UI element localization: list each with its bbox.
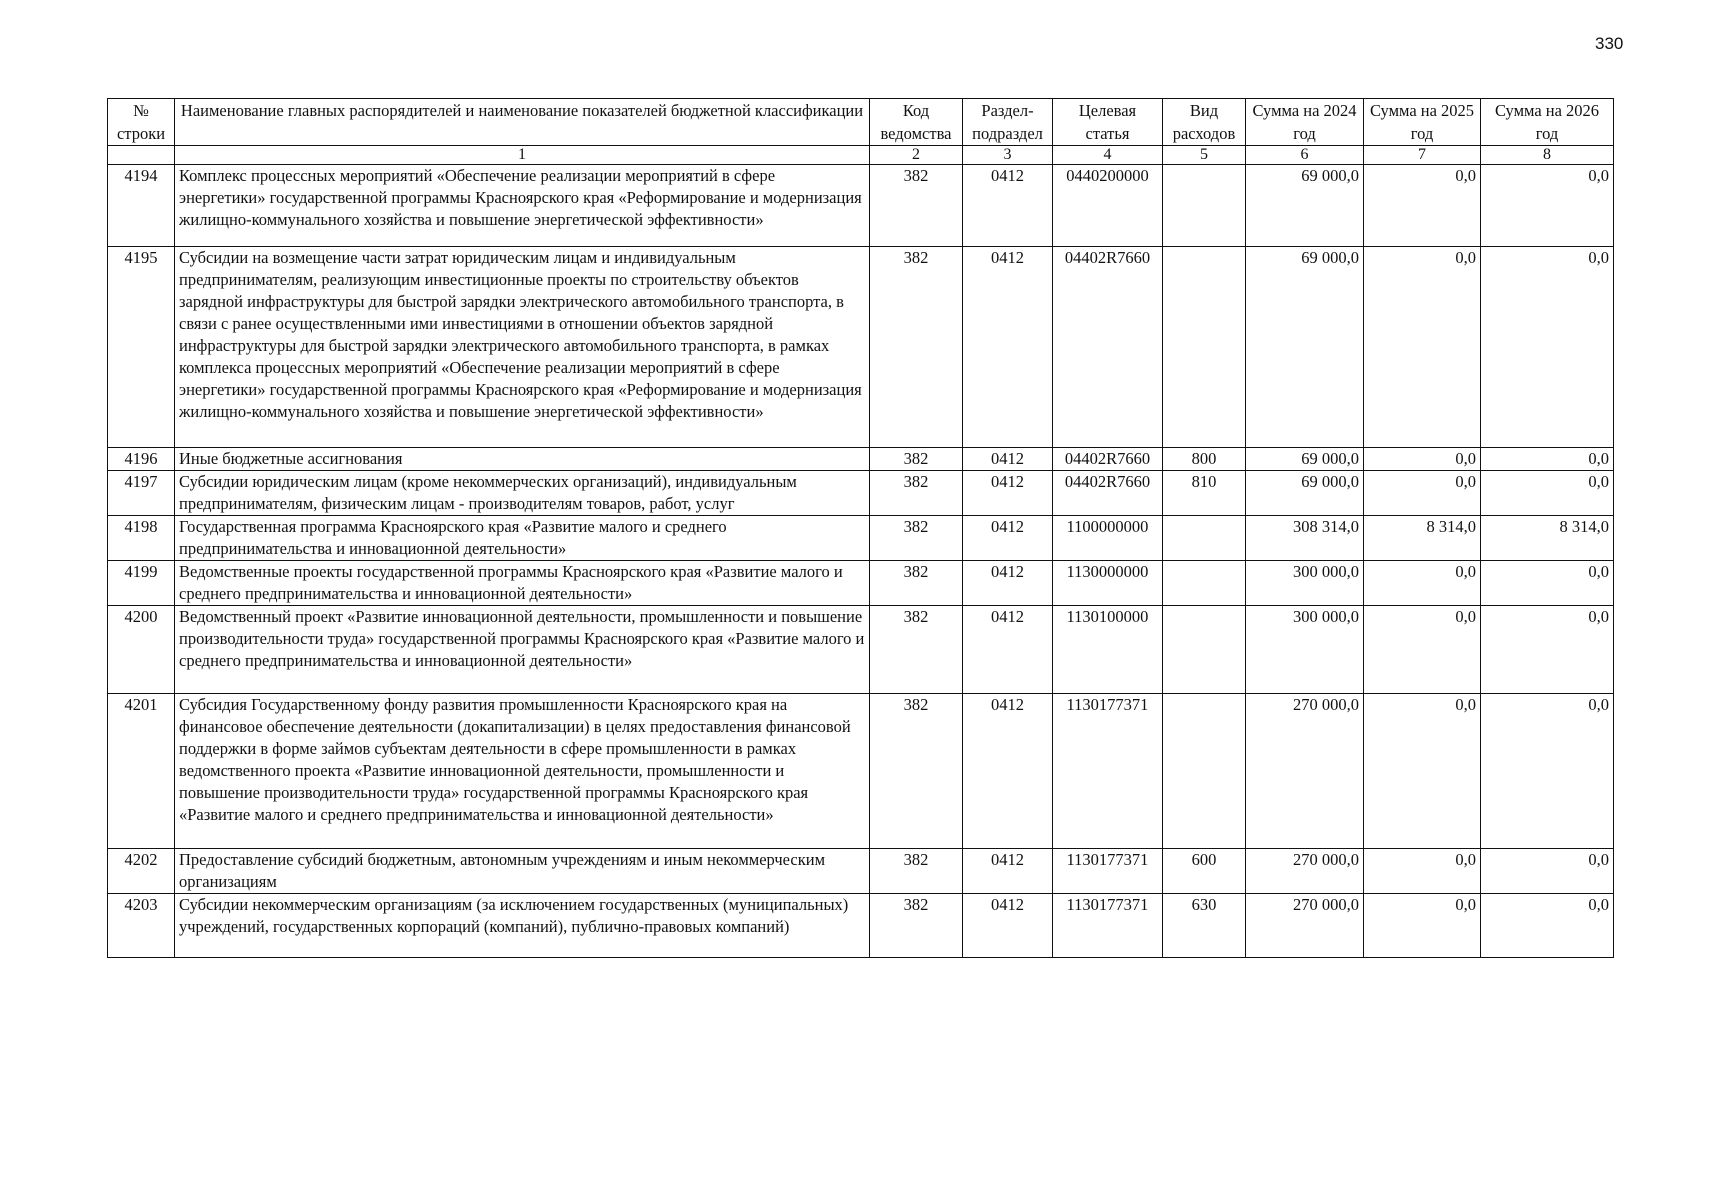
row-number: 4203 bbox=[108, 894, 175, 958]
row-department-code: 382 bbox=[870, 894, 963, 958]
row-expense-type bbox=[1163, 165, 1246, 247]
row-expense-type: 630 bbox=[1163, 894, 1246, 958]
table-row bbox=[108, 247, 1614, 448]
row-sum-2026: 0,0 bbox=[1481, 471, 1614, 516]
table-row bbox=[108, 849, 1614, 894]
header-sum-2026: Сумма на 2026 год bbox=[1481, 99, 1614, 146]
row-sum-2024: 69 000,0 bbox=[1246, 448, 1364, 471]
row-sum-2025: 0,0 bbox=[1364, 165, 1481, 247]
table-row bbox=[108, 516, 1614, 561]
row-section: 0412 bbox=[963, 471, 1053, 516]
table-row bbox=[108, 448, 1614, 471]
column-number-row bbox=[108, 146, 1614, 165]
row-number: 4196 bbox=[108, 448, 175, 471]
row-expense-type: 600 bbox=[1163, 849, 1246, 894]
row-sum-2024: 270 000,0 bbox=[1246, 894, 1364, 958]
row-sum-2026: 0,0 bbox=[1481, 606, 1614, 694]
row-expense-type: 800 bbox=[1163, 448, 1246, 471]
row-expense-type bbox=[1163, 606, 1246, 694]
row-section: 0412 bbox=[963, 894, 1053, 958]
row-expense-type bbox=[1163, 247, 1246, 448]
row-expense-type bbox=[1163, 561, 1246, 606]
row-name: Ведомственный проект «Развитие инновационной деятельности, промышленности и повышение производительности труда» государственной программы Красноярского края «Развитие малого и среднего предпринимательства и инновационной деятельности» bbox=[175, 606, 870, 694]
row-name: Ведомственные проекты государственной программы Красноярского края «Развитие малого и среднего предпринимательства и инновационной деятельности» bbox=[175, 561, 870, 606]
row-target-article: 04402R7660 bbox=[1053, 247, 1163, 448]
row-sum-2026: 0,0 bbox=[1481, 694, 1614, 849]
row-target-article: 1100000000 bbox=[1053, 516, 1163, 561]
row-sum-2024: 308 314,0 bbox=[1246, 516, 1364, 561]
row-sum-2025: 0,0 bbox=[1364, 694, 1481, 849]
row-department-code: 382 bbox=[870, 471, 963, 516]
row-sum-2026: 0,0 bbox=[1481, 247, 1614, 448]
row-sum-2025: 8 314,0 bbox=[1364, 516, 1481, 561]
row-expense-type bbox=[1163, 516, 1246, 561]
row-section: 0412 bbox=[963, 694, 1053, 849]
row-name: Государственная программа Красноярского края «Развитие малого и среднего предпринимательства и инновационной деятельности» bbox=[175, 516, 870, 561]
row-target-article: 04402R7660 bbox=[1053, 471, 1163, 516]
row-target-article: 04402R7660 bbox=[1053, 448, 1163, 471]
header-section: Раздел-подраздел bbox=[963, 99, 1053, 146]
budget-table bbox=[107, 98, 1614, 958]
column-number: 6 bbox=[1246, 146, 1364, 165]
row-department-code: 382 bbox=[870, 448, 963, 471]
row-name: Субсидии на возмещение части затрат юридическим лицам и индивидуальным предпринимателям, реализующим инвестиционные проекты по строительству объектов зарядной инфраструктуры для быстрой зарядки электрического автомобильного транспорта, в связи с ранее осуществленными ими инвестициями в отношении объектов зарядной инфраструктуры для быстрой зарядки электрического автомобильного транспорта, в рамках комплекса процессных мероприятий «Обеспечение реализации мероприятий в сфере энергетики» государственной программы Красноярского края «Реформирование и модернизация жилищно-коммунального хозяйства и повышение энергетической эффективности» bbox=[175, 247, 870, 448]
row-name: Субсидии некоммерческим организациям (за исключением государственных (муниципальных) учреждений, государственных корпораций (компаний), публично-правовых компаний) bbox=[175, 894, 870, 958]
row-number: 4202 bbox=[108, 849, 175, 894]
header-row bbox=[108, 99, 1614, 146]
row-section: 0412 bbox=[963, 606, 1053, 694]
header-name: Наименование главных распорядителей и наименование показателей бюджетной классификации bbox=[175, 99, 870, 146]
row-target-article: 1130177371 bbox=[1053, 849, 1163, 894]
row-sum-2026: 0,0 bbox=[1481, 165, 1614, 247]
row-target-article: 1130000000 bbox=[1053, 561, 1163, 606]
row-number: 4201 bbox=[108, 694, 175, 849]
row-sum-2025: 0,0 bbox=[1364, 894, 1481, 958]
row-sum-2026: 0,0 bbox=[1481, 849, 1614, 894]
row-sum-2026: 8 314,0 bbox=[1481, 516, 1614, 561]
row-number: 4198 bbox=[108, 516, 175, 561]
row-target-article: 1130177371 bbox=[1053, 694, 1163, 849]
column-number-blank bbox=[108, 146, 175, 165]
row-section: 0412 bbox=[963, 448, 1053, 471]
row-name: Комплекс процессных мероприятий «Обеспечение реализации мероприятий в сфере энергетики» государственной программы Красноярского края «Реформирование и модернизация жилищно-коммунального хозяйства и повышение энергетической эффективности» bbox=[175, 165, 870, 247]
row-target-article: 0440200000 bbox=[1053, 165, 1163, 247]
row-sum-2025: 0,0 bbox=[1364, 561, 1481, 606]
row-department-code: 382 bbox=[870, 516, 963, 561]
row-expense-type: 810 bbox=[1163, 471, 1246, 516]
header-row-number: № строки bbox=[108, 99, 175, 146]
row-sum-2025: 0,0 bbox=[1364, 247, 1481, 448]
row-sum-2025: 0,0 bbox=[1364, 849, 1481, 894]
row-name: Субсидия Государственному фонду развития промышленности Красноярского края на финансовое обеспечение деятельности (докапитализации) в целях предоставления финансовой поддержки в форме займов субъектам деятельности в сфере промышленности в рамках ведомственного проекта «Развитие инновационной деятельности, промышленности и повышение производительности труда» государственной программы Красноярского края «Развитие малого и среднего предпринимательства и инновационной деятельности» bbox=[175, 694, 870, 849]
row-sum-2025: 0,0 bbox=[1364, 606, 1481, 694]
header-expense-type: Вид расходов bbox=[1163, 99, 1246, 146]
row-number: 4197 bbox=[108, 471, 175, 516]
column-number: 3 bbox=[963, 146, 1053, 165]
header-sum-2025: Сумма на 2025 год bbox=[1364, 99, 1481, 146]
row-section: 0412 bbox=[963, 561, 1053, 606]
row-sum-2024: 270 000,0 bbox=[1246, 849, 1364, 894]
row-department-code: 382 bbox=[870, 165, 963, 247]
column-number: 4 bbox=[1053, 146, 1163, 165]
row-sum-2024: 300 000,0 bbox=[1246, 561, 1364, 606]
row-sum-2024: 300 000,0 bbox=[1246, 606, 1364, 694]
row-department-code: 382 bbox=[870, 606, 963, 694]
row-number: 4199 bbox=[108, 561, 175, 606]
row-name: Иные бюджетные ассигнования bbox=[175, 448, 870, 471]
row-sum-2024: 69 000,0 bbox=[1246, 165, 1364, 247]
row-department-code: 382 bbox=[870, 247, 963, 448]
row-sum-2025: 0,0 bbox=[1364, 471, 1481, 516]
header-department-code: Код ведомства bbox=[870, 99, 963, 146]
table-row bbox=[108, 165, 1614, 247]
row-sum-2024: 69 000,0 bbox=[1246, 471, 1364, 516]
row-name: Субсидии юридическим лицам (кроме некоммерческих организаций), индивидуальным предпринимателям, физическим лицам - производителям товаров, работ, услуг bbox=[175, 471, 870, 516]
row-name: Предоставление субсидий бюджетным, автономным учреждениям и иным некоммерческим организациям bbox=[175, 849, 870, 894]
header-target-article: Целевая статья bbox=[1053, 99, 1163, 146]
row-sum-2026: 0,0 bbox=[1481, 448, 1614, 471]
header-sum-2024: Сумма на 2024 год bbox=[1246, 99, 1364, 146]
row-sum-2026: 0,0 bbox=[1481, 894, 1614, 958]
row-department-code: 382 bbox=[870, 849, 963, 894]
table-row bbox=[108, 471, 1614, 516]
row-target-article: 1130100000 bbox=[1053, 606, 1163, 694]
table-row bbox=[108, 561, 1614, 606]
column-number: 8 bbox=[1481, 146, 1614, 165]
column-number: 7 bbox=[1364, 146, 1481, 165]
column-number: 5 bbox=[1163, 146, 1246, 165]
row-sum-2026: 0,0 bbox=[1481, 561, 1614, 606]
row-sum-2025: 0,0 bbox=[1364, 448, 1481, 471]
column-number: 2 bbox=[870, 146, 963, 165]
row-target-article: 1130177371 bbox=[1053, 894, 1163, 958]
row-expense-type bbox=[1163, 694, 1246, 849]
column-number: 1 bbox=[175, 146, 870, 165]
row-number: 4195 bbox=[108, 247, 175, 448]
table-row bbox=[108, 606, 1614, 694]
row-department-code: 382 bbox=[870, 694, 963, 849]
row-sum-2024: 270 000,0 bbox=[1246, 694, 1364, 849]
row-section: 0412 bbox=[963, 247, 1053, 448]
row-section: 0412 bbox=[963, 165, 1053, 247]
row-sum-2024: 69 000,0 bbox=[1246, 247, 1364, 448]
page-number: 330 bbox=[1595, 34, 1624, 53]
row-department-code: 382 bbox=[870, 561, 963, 606]
row-section: 0412 bbox=[963, 516, 1053, 561]
row-section: 0412 bbox=[963, 849, 1053, 894]
row-number: 4200 bbox=[108, 606, 175, 694]
row-number: 4194 bbox=[108, 165, 175, 247]
table-row bbox=[108, 694, 1614, 849]
table-row bbox=[108, 894, 1614, 958]
